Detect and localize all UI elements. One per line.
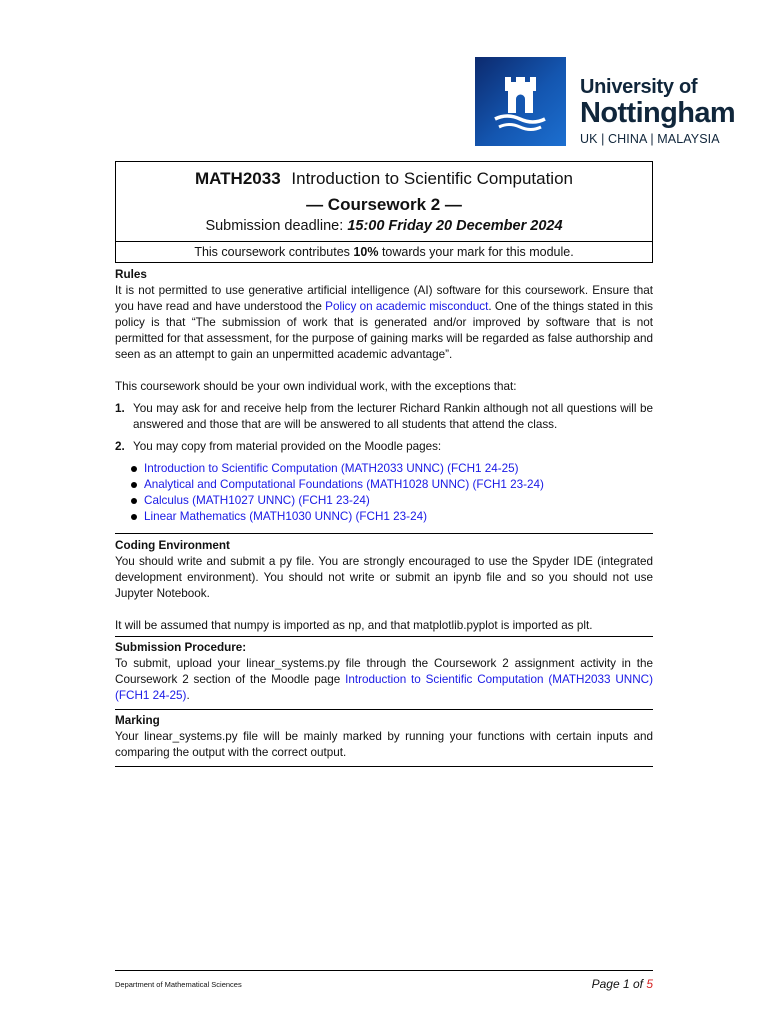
coding-environment-section: [115, 538, 653, 634]
list-item: [115, 461, 653, 477]
deadline-label: Submission deadline:: [205, 218, 344, 234]
contribution-prefix: This coursework contributes: [194, 245, 350, 259]
moodle-links-list: [115, 461, 653, 525]
marking-heading: Marking: [115, 714, 160, 727]
section-divider: [115, 766, 653, 767]
contribution-suffix: towards your mark for this module.: [381, 245, 574, 259]
rules-heading: Rules: [115, 268, 147, 281]
contribution-value: 10%: [353, 245, 379, 259]
submission-paragraph: [115, 656, 653, 704]
submission-heading: Submission Procedure:: [115, 641, 247, 654]
bullet-icon: [131, 514, 137, 520]
page-number-prefix: Page 1 of: [591, 977, 643, 991]
exceptions-intro: This coursework should be your own individual work, with the exceptions that:: [115, 380, 517, 393]
section-divider: [115, 533, 653, 534]
section-divider: [115, 709, 653, 710]
list-item: [115, 509, 653, 525]
bullet-icon: [131, 482, 137, 488]
course-title-line: [116, 168, 652, 190]
coding-environment-paragraph: You should write and submit a py file. You are strongly encouraged to use the Spyder IDE (integrated development environment). You should not write or submit an ipynb file and so you should not use Jupyter Notebook.: [115, 555, 653, 600]
deadline-value: 15:00 Friday 20 December 2024: [347, 218, 563, 234]
marking-section: [115, 713, 653, 761]
exception-number: 1.: [115, 402, 125, 415]
rules-section: [115, 267, 653, 525]
exception-item-2: [115, 439, 653, 455]
page-total: 5: [646, 977, 653, 991]
moodle-link-math2033[interactable]: Introduction to Scientific Computation (MATH2033 UNNC) (FCH1 24-25): [144, 462, 519, 475]
marking-paragraph: Your linear_systems.py file will be mainly marked by running your functions with certain inputs and comparing the output with the correct output.: [115, 730, 653, 759]
university-crest-icon: [475, 57, 566, 146]
logo-line-university-of: University of: [580, 76, 698, 98]
course-code: MATH2033: [195, 169, 281, 188]
course-title: Introduction to Scientific Computation: [291, 169, 573, 188]
exception-number: 2.: [115, 440, 125, 453]
moodle-link-math1030[interactable]: Linear Mathematics (MATH1030 UNNC) (FCH1 23-24): [144, 510, 427, 523]
logo-line-nottingham: Nottingham: [580, 97, 736, 129]
policy-academic-misconduct-link[interactable]: Policy on academic misconduct: [325, 300, 489, 313]
coding-environment-heading: Coding Environment: [115, 539, 230, 552]
submission-deadline-line: [116, 216, 652, 236]
exception-text: You may copy from material provided on the Moodle pages:: [133, 440, 442, 453]
page-number: [592, 976, 653, 992]
university-logo: [475, 57, 736, 147]
bullet-icon: [131, 498, 137, 504]
moodle-link-math1028[interactable]: Analytical and Computational Foundations (MATH1028 UNNC) (FCH1 23-24): [144, 478, 544, 491]
moodle-page-link[interactable]: Introduction to Scientific Computation (MATH2033 UNNC) (FCH1 24-25): [115, 673, 653, 702]
rules-paragraph-text-2: . One of the things stated in this policy is that “The submission of work that is generated and/or improved by software that is not permitted for that assessment, for the purpose of gaining marks will be regarded as false authorship and seen as an attempt to gain an unpermitted academic advantage”.: [115, 300, 653, 361]
list-item: [115, 493, 653, 509]
rules-paragraph: [115, 283, 653, 363]
moodle-link-math1027[interactable]: Calculus (MATH1027 UNNC) (FCH1 23-24): [144, 494, 370, 507]
submission-section: [115, 640, 653, 704]
contribution-line: [116, 243, 652, 261]
footer-divider: [115, 970, 653, 971]
logo-wordmark: [580, 76, 735, 147]
bullet-icon: [131, 466, 137, 472]
logo-line-campuses: UK | CHINA | MALAYSIA: [580, 132, 720, 146]
submission-text-1: To submit, upload your linear_systems.py file through the Coursework 2 assignment activity in the Coursework 2 section of the Moodle page: [115, 657, 653, 686]
header-divider: [116, 241, 652, 242]
coursework-header-box: [115, 161, 653, 263]
submission-text-2: .: [186, 689, 190, 702]
footer-department: Department of Mathematical Sciences: [115, 980, 242, 989]
coursework-title: — Coursework 2 —: [306, 195, 462, 214]
rules-paragraph-text-1: It is not permitted to use generative artificial intelligence (AI) software for this coursework. Ensure that you have read and have understood the: [115, 284, 653, 313]
exception-text: You may ask for and receive help from the lecturer Richard Rankin although not all questions will be answered and those that are will be answered to all students that attend the class.: [133, 402, 653, 431]
list-item: [115, 477, 653, 493]
exception-item-1: [115, 401, 653, 433]
imports-note: It will be assumed that numpy is imported as np, and that matplotlib.pyplot is imported as plt.: [115, 619, 593, 632]
section-divider: [115, 636, 653, 637]
